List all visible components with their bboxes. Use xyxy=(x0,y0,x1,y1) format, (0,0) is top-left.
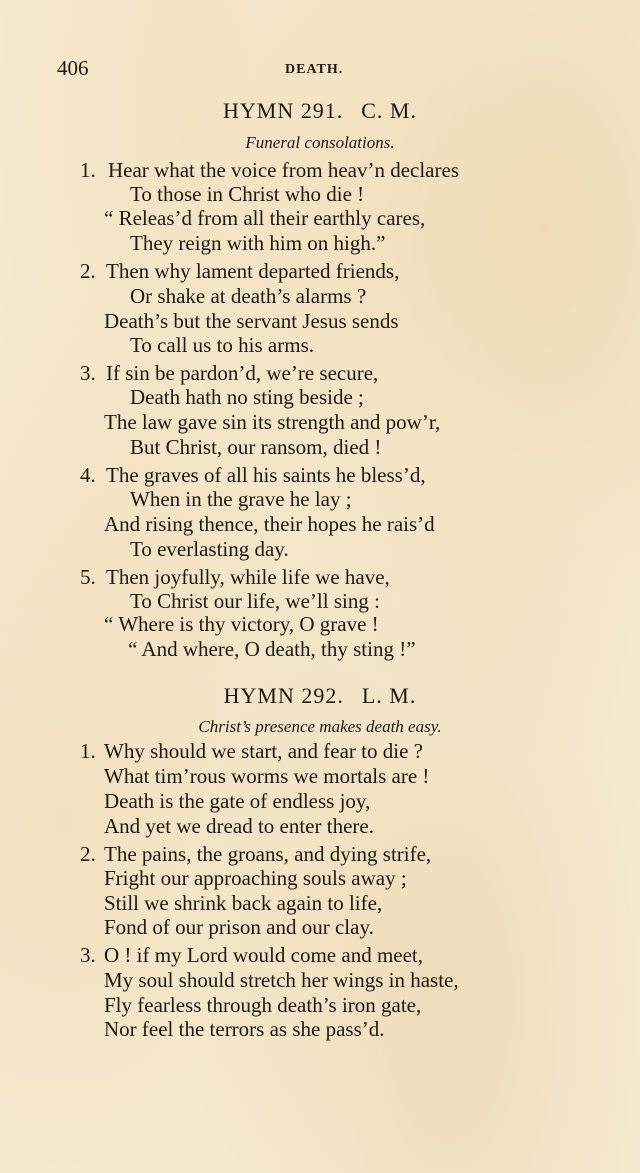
verse-line: The law gave sin its strength and pow’r, xyxy=(104,410,441,434)
verse-number: 1. xyxy=(80,739,96,763)
hymn-meter: L. M. xyxy=(361,683,417,708)
running-head: DEATH. xyxy=(285,62,344,77)
verse-number: 3. xyxy=(80,943,96,967)
verse-line: If sin be pardon’d, we’re secure, xyxy=(106,361,379,385)
verse-line: My soul should stretch her wings in haste, xyxy=(104,968,459,992)
hymn-meter: C. M. xyxy=(361,98,417,123)
verse-line: “ Releas’d from all their earthly cares, xyxy=(104,206,426,230)
verse-number: 3. xyxy=(80,361,96,385)
hymn-291-title xyxy=(0,98,640,124)
verse-number: 2. xyxy=(80,842,96,866)
verse-number: 1. xyxy=(80,158,96,182)
verse-line: They reign with him on high.” xyxy=(130,231,386,255)
verse-line: Then why lament departed friends, xyxy=(106,259,400,283)
verse-line: O ! if my Lord would come and meet, xyxy=(104,943,423,967)
page-number: 406 xyxy=(57,56,89,80)
hymn-291-subtitle: Funeral consolations. xyxy=(245,133,395,152)
verse-line: Fond of our prison and our clay. xyxy=(104,915,374,939)
verse-line: Nor feel the terrors as she pass’d. xyxy=(104,1017,385,1041)
verse-line: Still we shrink back again to life, xyxy=(104,891,383,915)
verse-line: When in the grave he lay ; xyxy=(130,487,352,511)
verse-line: “ Where is thy victory, O grave ! xyxy=(104,612,379,636)
verse-line: Fly fearless through death’s iron gate, xyxy=(104,993,422,1017)
verse-line: Death is the gate of endless joy, xyxy=(104,789,371,813)
verse-line: To everlasting day. xyxy=(130,537,289,561)
verse-line: Then joyfully, while life we have, xyxy=(106,565,390,589)
verse-number: 4. xyxy=(80,463,96,487)
verse-line: “ And where, O death, thy sting !” xyxy=(128,637,416,661)
verse-line: Why should we start, and fear to die ? xyxy=(104,739,423,763)
hymn-292-title xyxy=(0,683,640,709)
verse-line: Hear what the voice from heav’n declares xyxy=(108,158,459,182)
verse-line: To call us to his arms. xyxy=(130,333,315,357)
verse-line: What tim’rous worms we mortals are ! xyxy=(104,764,430,788)
verse-number: 5. xyxy=(80,565,96,589)
hymn-292-subtitle: Christ’s presence makes death easy. xyxy=(198,717,442,736)
verse-line: Or shake at death’s alarms ? xyxy=(130,284,367,308)
verse-line: Death’s but the servant Jesus sends xyxy=(104,309,399,333)
verse-line: And rising thence, their hopes he rais’d xyxy=(104,512,435,536)
verse-line: The graves of all his saints he bless’d, xyxy=(106,463,426,487)
verse-line: And yet we dread to enter there. xyxy=(104,814,374,838)
verse-line: To Christ our life, we’ll sing : xyxy=(130,589,380,613)
verse-line: The pains, the groans, and dying strife, xyxy=(104,842,432,866)
verse-number: 2. xyxy=(80,259,96,283)
hymn-number: HYMN 291. xyxy=(223,98,344,123)
verse-line: To those in Christ who die ! xyxy=(130,182,365,206)
verse-line: But Christ, our ransom, died ! xyxy=(130,435,382,459)
hymn-number: HYMN 292. xyxy=(223,683,344,708)
verse-line: Death hath no sting beside ; xyxy=(130,385,364,409)
verse-line: Fright our approaching souls away ; xyxy=(104,866,407,890)
